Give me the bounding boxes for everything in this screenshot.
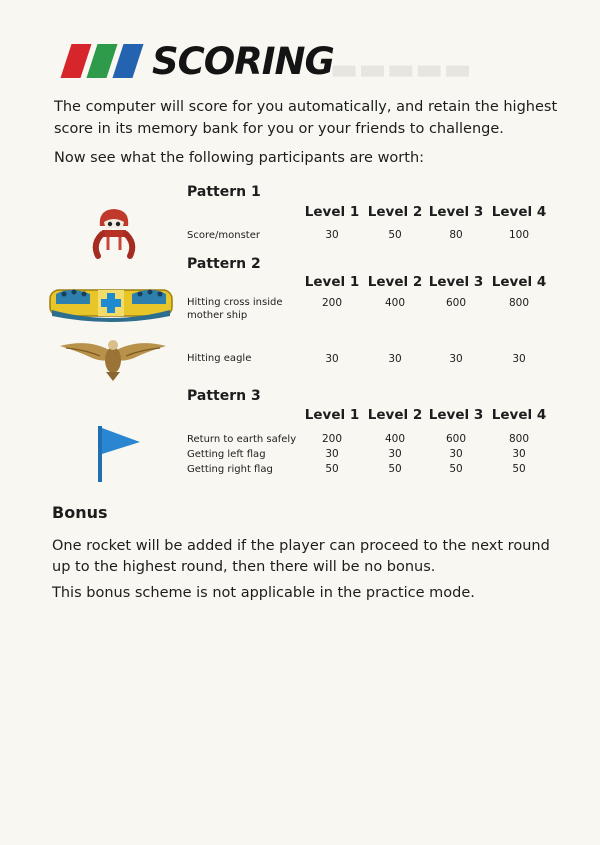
level-4-header: Level 4 [491, 407, 547, 423]
value-cell: 30 [325, 448, 339, 460]
score-monster-label: Score/monster [187, 230, 260, 241]
blue-stripe [112, 44, 143, 78]
value-cell: 400 [384, 297, 406, 309]
pattern-3-title: Pattern 3 [187, 388, 261, 404]
intro-line-1: The computer will score for you automatically, and retain the highest [54, 99, 558, 115]
pattern-2-title: Pattern 2 [187, 256, 261, 272]
eagle-label: Hitting eagle [187, 353, 252, 364]
value-cell: 800 [508, 297, 530, 309]
bleed-through-text: ▬▬▬▬▬ [330, 52, 472, 87]
value-cell: 50 [388, 229, 402, 241]
value-cell: 200 [321, 433, 343, 445]
value-cell: 600 [445, 433, 467, 445]
bonus-line-3: This bonus scheme is not applicable in the practice mode. [52, 585, 475, 601]
level-2-header: Level 2 [367, 407, 423, 423]
mother-ship-icon [46, 282, 176, 326]
value-cell: 30 [449, 353, 463, 365]
level-3-header: Level 3 [428, 407, 484, 423]
eagle-icon [56, 332, 170, 382]
value-cell: 30 [325, 353, 339, 365]
value-cell: 30 [449, 448, 463, 460]
value-cell: 50 [449, 463, 463, 475]
value-cell: 30 [512, 353, 526, 365]
pattern-1-title: Pattern 1 [187, 184, 261, 200]
value-cell: 400 [384, 433, 406, 445]
value-cell: 30 [325, 229, 339, 241]
bonus-line-1: One rocket will be added if the player can proceed to the next round [52, 538, 550, 554]
monster-icon [88, 204, 140, 260]
level-4-header: Level 4 [491, 204, 547, 220]
mother-ship-label [187, 296, 283, 322]
intro-line-2: score in its memory bank for you or your friends to challenge. [54, 121, 504, 137]
label-line: Hitting cross inside [187, 297, 283, 308]
value-cell: 600 [445, 297, 467, 309]
value-cell: 200 [321, 297, 343, 309]
value-cell: 50 [512, 463, 526, 475]
value-cell: 800 [508, 433, 530, 445]
level-2-header: Level 2 [367, 274, 423, 290]
level-3-header: Level 3 [428, 274, 484, 290]
return-earth-label: Return to earth safely [187, 434, 297, 445]
value-cell: 50 [388, 463, 402, 475]
right-flag-label: Getting right flag [187, 464, 273, 475]
level-1-header: Level 1 [304, 274, 360, 290]
level-1-header: Level 1 [304, 407, 360, 423]
bonus-heading: Bonus [52, 503, 108, 522]
intro-line-3: Now see what the following participants are worth: [54, 150, 425, 166]
level-3-header: Level 3 [428, 204, 484, 220]
value-cell: 30 [512, 448, 526, 460]
value-cell: 30 [388, 448, 402, 460]
value-cell: 30 [388, 353, 402, 365]
bonus-line-2: up to the highest round, then there will be no bonus. [52, 559, 436, 575]
value-cell: 100 [508, 229, 530, 241]
value-cell: 50 [325, 463, 339, 475]
flag-icon [94, 424, 144, 484]
value-cell: 80 [449, 229, 463, 241]
level-2-header: Level 2 [367, 204, 423, 220]
level-1-header: Level 1 [304, 204, 360, 220]
level-4-header: Level 4 [491, 274, 547, 290]
page-title: SCORING [152, 40, 334, 83]
left-flag-label: Getting left flag [187, 449, 266, 460]
label-line: mother ship [187, 310, 248, 321]
